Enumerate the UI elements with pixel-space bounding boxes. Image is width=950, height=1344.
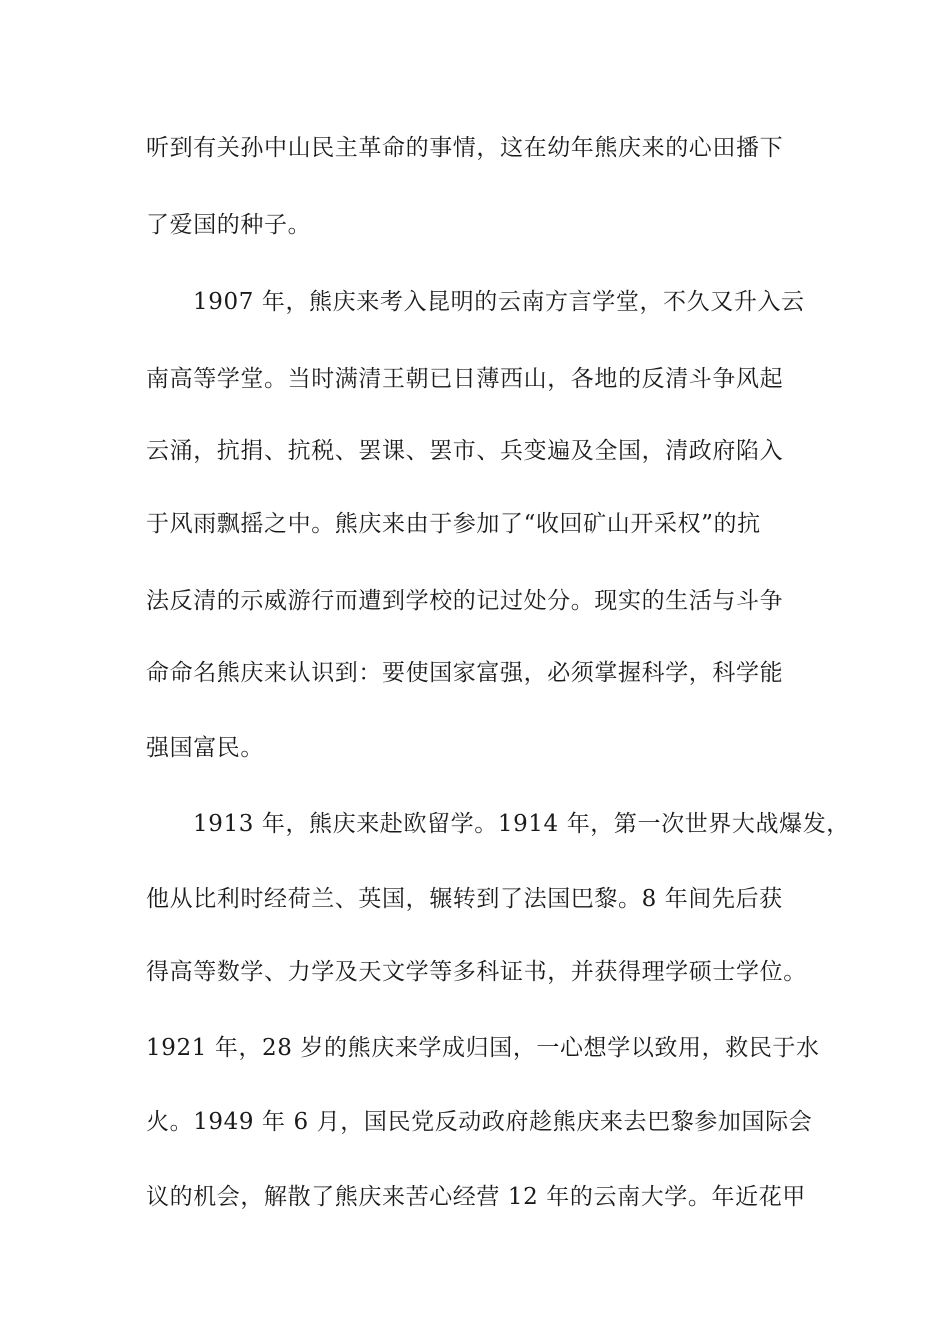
text-line-8: 命命名熊庆来认识到：要使国家富强，必须掌握科学，科学能 <box>146 660 784 686</box>
text-line-9: 强国富民。 <box>146 735 264 761</box>
text-line-1: 听到有关孙中山民主革命的事情，这在幼年熊庆来的心田播下 <box>146 135 784 161</box>
text-line-10: 1913 年，熊庆来赴欧留学。1914 年，第一次世界大战爆发， <box>193 811 850 837</box>
text-line-11: 他从比利时经荷兰、英国，辗转到了法国巴黎。8 年间先后获 <box>146 886 783 912</box>
text-line-6: 于风雨飘摇之中。熊庆来由于参加了“收回矿山开采权”的抗 <box>146 511 761 537</box>
text-line-5: 云涌，抗捐、抗税、罢课、罢市、兵变遍及全国，清政府陷入 <box>146 438 784 464</box>
text-line-4: 南高等学堂。当时满清王朝已日薄西山，各地的反清斗争风起 <box>146 366 784 392</box>
text-line-12: 得高等数学、力学及天文学等多科证书，并获得理学硕士学位。 <box>146 959 807 985</box>
text-line-15: 议的机会，解散了熊庆来苦心经营 12 年的云南大学。年近花甲 <box>146 1184 806 1210</box>
text-line-13: 1921 年，28 岁的熊庆来学成归国，一心想学以致用，救民于水 <box>146 1035 820 1061</box>
text-line-3: 1907 年，熊庆来考入昆明的云南方言学堂，不久又升入云 <box>193 289 805 315</box>
text-line-14: 火。1949 年 6 月，国民党反动政府趁熊庆来去巴黎参加国际会 <box>146 1109 813 1135</box>
text-line-2: 了爱国的种子。 <box>146 212 312 238</box>
text-line-7: 法反清的示威游行而遭到学校的记过处分。现实的生活与斗争 <box>146 588 784 614</box>
